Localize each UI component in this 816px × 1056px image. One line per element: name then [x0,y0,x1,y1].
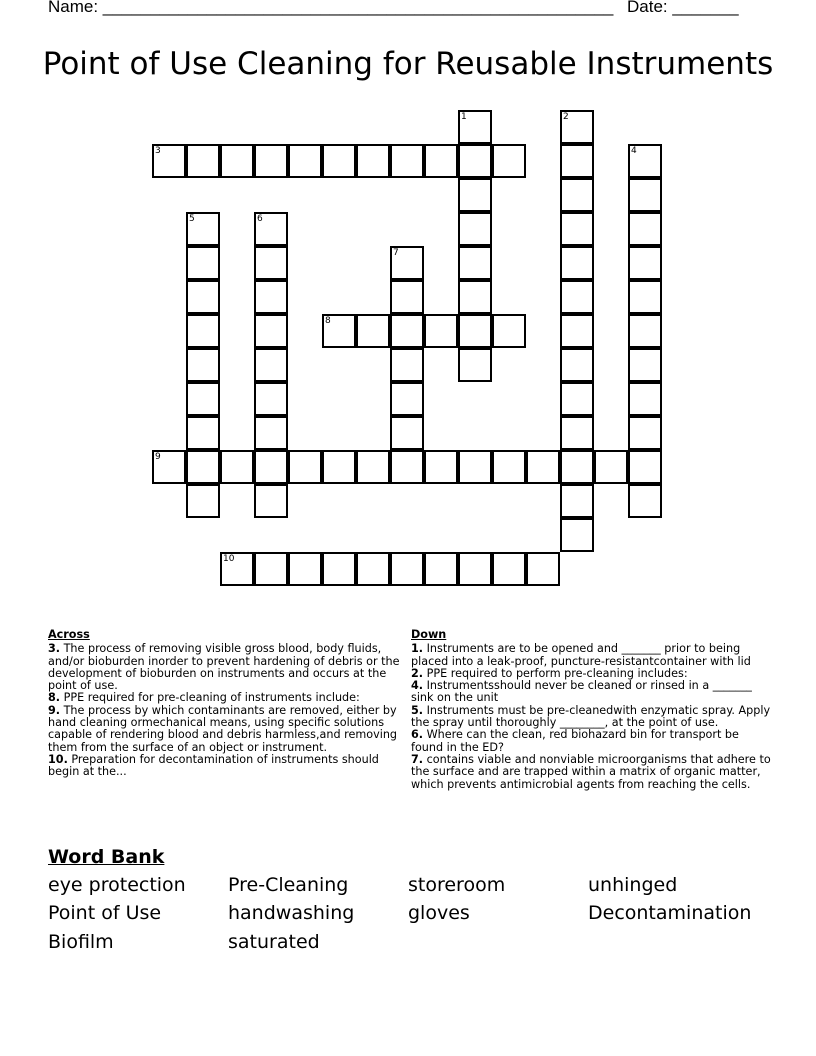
clue-number: 4 [631,146,637,156]
across-clue-8: 8. PPE required for pre-cleaning of instruments include: [48,691,360,705]
grid-cell[interactable] [186,416,220,450]
grid-cell[interactable] [560,518,594,552]
grid-cell[interactable] [628,314,662,348]
grid-cell[interactable] [220,144,254,178]
down-clue-7: 7. contains viable and nonviable microorganisms that adhere to the surface and are trapped within a matrix of organic matter, which prevents antimicrobial agents from reaching the cells. [411,752,771,791]
grid-cell[interactable] [628,144,662,178]
across-clue-10: 10. Preparation for decontamination of instruments should begin at the... [48,752,379,779]
grid-cell[interactable] [254,144,288,178]
grid-cell[interactable] [628,246,662,280]
grid-cell[interactable] [458,450,492,484]
grid-cell[interactable] [492,450,526,484]
word-bank-word: storeroom [408,874,506,896]
grid-cell[interactable] [186,144,220,178]
grid-cell[interactable] [254,382,288,416]
page-title: Point of Use Cleaning for Reusable Instruments [42,46,774,82]
grid-cell[interactable] [458,348,492,382]
grid-cell[interactable] [220,450,254,484]
grid-cell[interactable] [560,144,594,178]
grid-cell[interactable] [628,280,662,314]
grid-cell[interactable] [186,280,220,314]
word-bank-title: Word Bank [48,846,165,868]
word-bank-word: Pre-Cleaning [228,874,349,896]
down-heading: Down [411,628,447,641]
grid-cell[interactable] [322,552,356,586]
grid-cell[interactable] [390,416,424,450]
grid-cell[interactable] [254,450,288,484]
word-bank-word: eye protection [48,874,186,896]
grid-cell[interactable] [356,144,390,178]
grid-cell[interactable] [424,144,458,178]
across-clue-9: 9. The process by which contaminants are removed, either by hand cleaning ormechanical means, using specific solutions capable of rendering blood and debris harmless,and removing them from the surface of an object or instrument. [48,703,398,754]
grid-cell[interactable] [254,552,288,586]
grid-cell[interactable] [560,280,594,314]
grid-cell[interactable] [526,552,560,586]
clue-number: 10 [223,554,235,564]
name-field: Name: ______________________________________________________ [48,0,614,16]
grid-cell[interactable] [356,314,390,348]
grid-cell[interactable] [288,450,322,484]
grid-cell[interactable] [594,450,628,484]
grid-cell[interactable] [254,280,288,314]
down-clue-5: 5. Instruments must be pre-cleanedwith enzymatic spray. Apply the spray until thoroughly ________, at the point of use. [411,703,771,730]
grid-cell[interactable] [458,280,492,314]
grid-cell[interactable] [254,212,288,246]
across-clue-3: 3. The process of removing visible gross blood, body fluids, and/or bioburden inorder to prevent hardening of debris or the development of bioburden on instruments and occurs at the point of use. [48,642,400,693]
grid-cell[interactable] [254,416,288,450]
clue-number: 9 [155,452,161,462]
grid-cell[interactable] [390,246,424,280]
grid-cell[interactable] [220,552,254,586]
grid-cell[interactable] [560,110,594,144]
grid-cell[interactable] [560,484,594,518]
grid-cell[interactable] [458,110,492,144]
clue-number: 5 [189,214,195,224]
grid-cell[interactable] [424,450,458,484]
down-clue-1: 1. Instruments are to be opened and _______ prior to being placed into a leak-proof, puncture-resistantcontainer with lid [411,642,751,668]
grid-cell[interactable] [458,246,492,280]
grid-cell[interactable] [254,484,288,518]
grid-cell[interactable] [186,348,220,382]
word-bank-word: Decontamination [588,902,752,924]
grid-cell[interactable] [322,450,356,484]
grid-cell[interactable] [560,382,594,416]
grid-cell[interactable] [322,314,356,348]
clue-number: 7 [393,248,399,258]
grid-cell[interactable] [186,314,220,348]
grid-cell[interactable] [390,314,424,348]
grid-cell[interactable] [526,450,560,484]
grid-cell[interactable] [424,314,458,348]
grid-cell[interactable] [628,484,662,518]
grid-cell[interactable] [186,450,220,484]
grid-cell[interactable] [560,450,594,484]
grid-cell[interactable] [356,450,390,484]
grid-cell[interactable] [628,212,662,246]
grid-cell[interactable] [458,144,492,178]
grid-cell[interactable] [560,348,594,382]
across-heading: Across [48,628,90,641]
grid-cell[interactable] [356,552,390,586]
down-clue-4: 4. Instrumentsshould never be cleaned or rinsed in a _______ sink on the unit [411,679,752,705]
grid-cell[interactable] [492,314,526,348]
word-bank-word: gloves [408,902,470,924]
grid-cell[interactable] [560,416,594,450]
word-bank-word: saturated [228,931,320,953]
grid-cell[interactable] [390,450,424,484]
clue-number: 1 [461,112,467,122]
grid-cell[interactable] [322,144,356,178]
grid-cell[interactable] [288,144,322,178]
grid-cell[interactable] [390,382,424,416]
word-bank-word: Biofilm [48,931,114,953]
down-clue-6: 6. Where can the clean, red biohazard bin for transport be found in the ED? [411,728,739,754]
grid-cell[interactable] [424,552,458,586]
clue-number: 3 [155,146,161,156]
grid-cell[interactable] [288,552,322,586]
grid-cell[interactable] [560,178,594,212]
clue-number: 6 [257,214,263,224]
grid-cell[interactable] [492,144,526,178]
word-bank-word: Point of Use [48,902,162,924]
grid-cell[interactable] [254,348,288,382]
clue-number: 8 [325,316,331,326]
grid-cell[interactable] [458,212,492,246]
word-bank-word: unhinged [588,874,678,896]
grid-cell[interactable] [186,484,220,518]
grid-cell[interactable] [390,280,424,314]
grid-cell[interactable] [628,416,662,450]
grid-cell[interactable] [152,144,186,178]
grid-cell[interactable] [458,552,492,586]
across-clues [48,629,404,779]
grid-cell[interactable] [186,212,220,246]
grid-cell[interactable] [186,382,220,416]
grid-cell[interactable] [628,178,662,212]
grid-cell[interactable] [560,246,594,280]
down-clues [411,629,773,791]
grid-cell[interactable] [254,314,288,348]
grid-cell[interactable] [390,552,424,586]
clue-number: 2 [563,112,569,122]
grid-cell[interactable] [628,348,662,382]
grid-cell[interactable] [254,246,288,280]
grid-cell[interactable] [560,212,594,246]
down-clue-2: 2. PPE required to perform pre-cleaning includes: [411,666,688,680]
grid-cell[interactable] [628,382,662,416]
grid-cell[interactable] [186,246,220,280]
grid-cell[interactable] [560,314,594,348]
grid-cell[interactable] [492,552,526,586]
grid-cell[interactable] [390,144,424,178]
grid-cell[interactable] [458,178,492,212]
grid-cell[interactable] [152,450,186,484]
grid-cell[interactable] [458,314,492,348]
grid-cell[interactable] [390,348,424,382]
date-field: Date: _______ [627,0,739,16]
word-bank-word: handwashing [228,902,355,924]
grid-cell[interactable] [628,450,662,484]
